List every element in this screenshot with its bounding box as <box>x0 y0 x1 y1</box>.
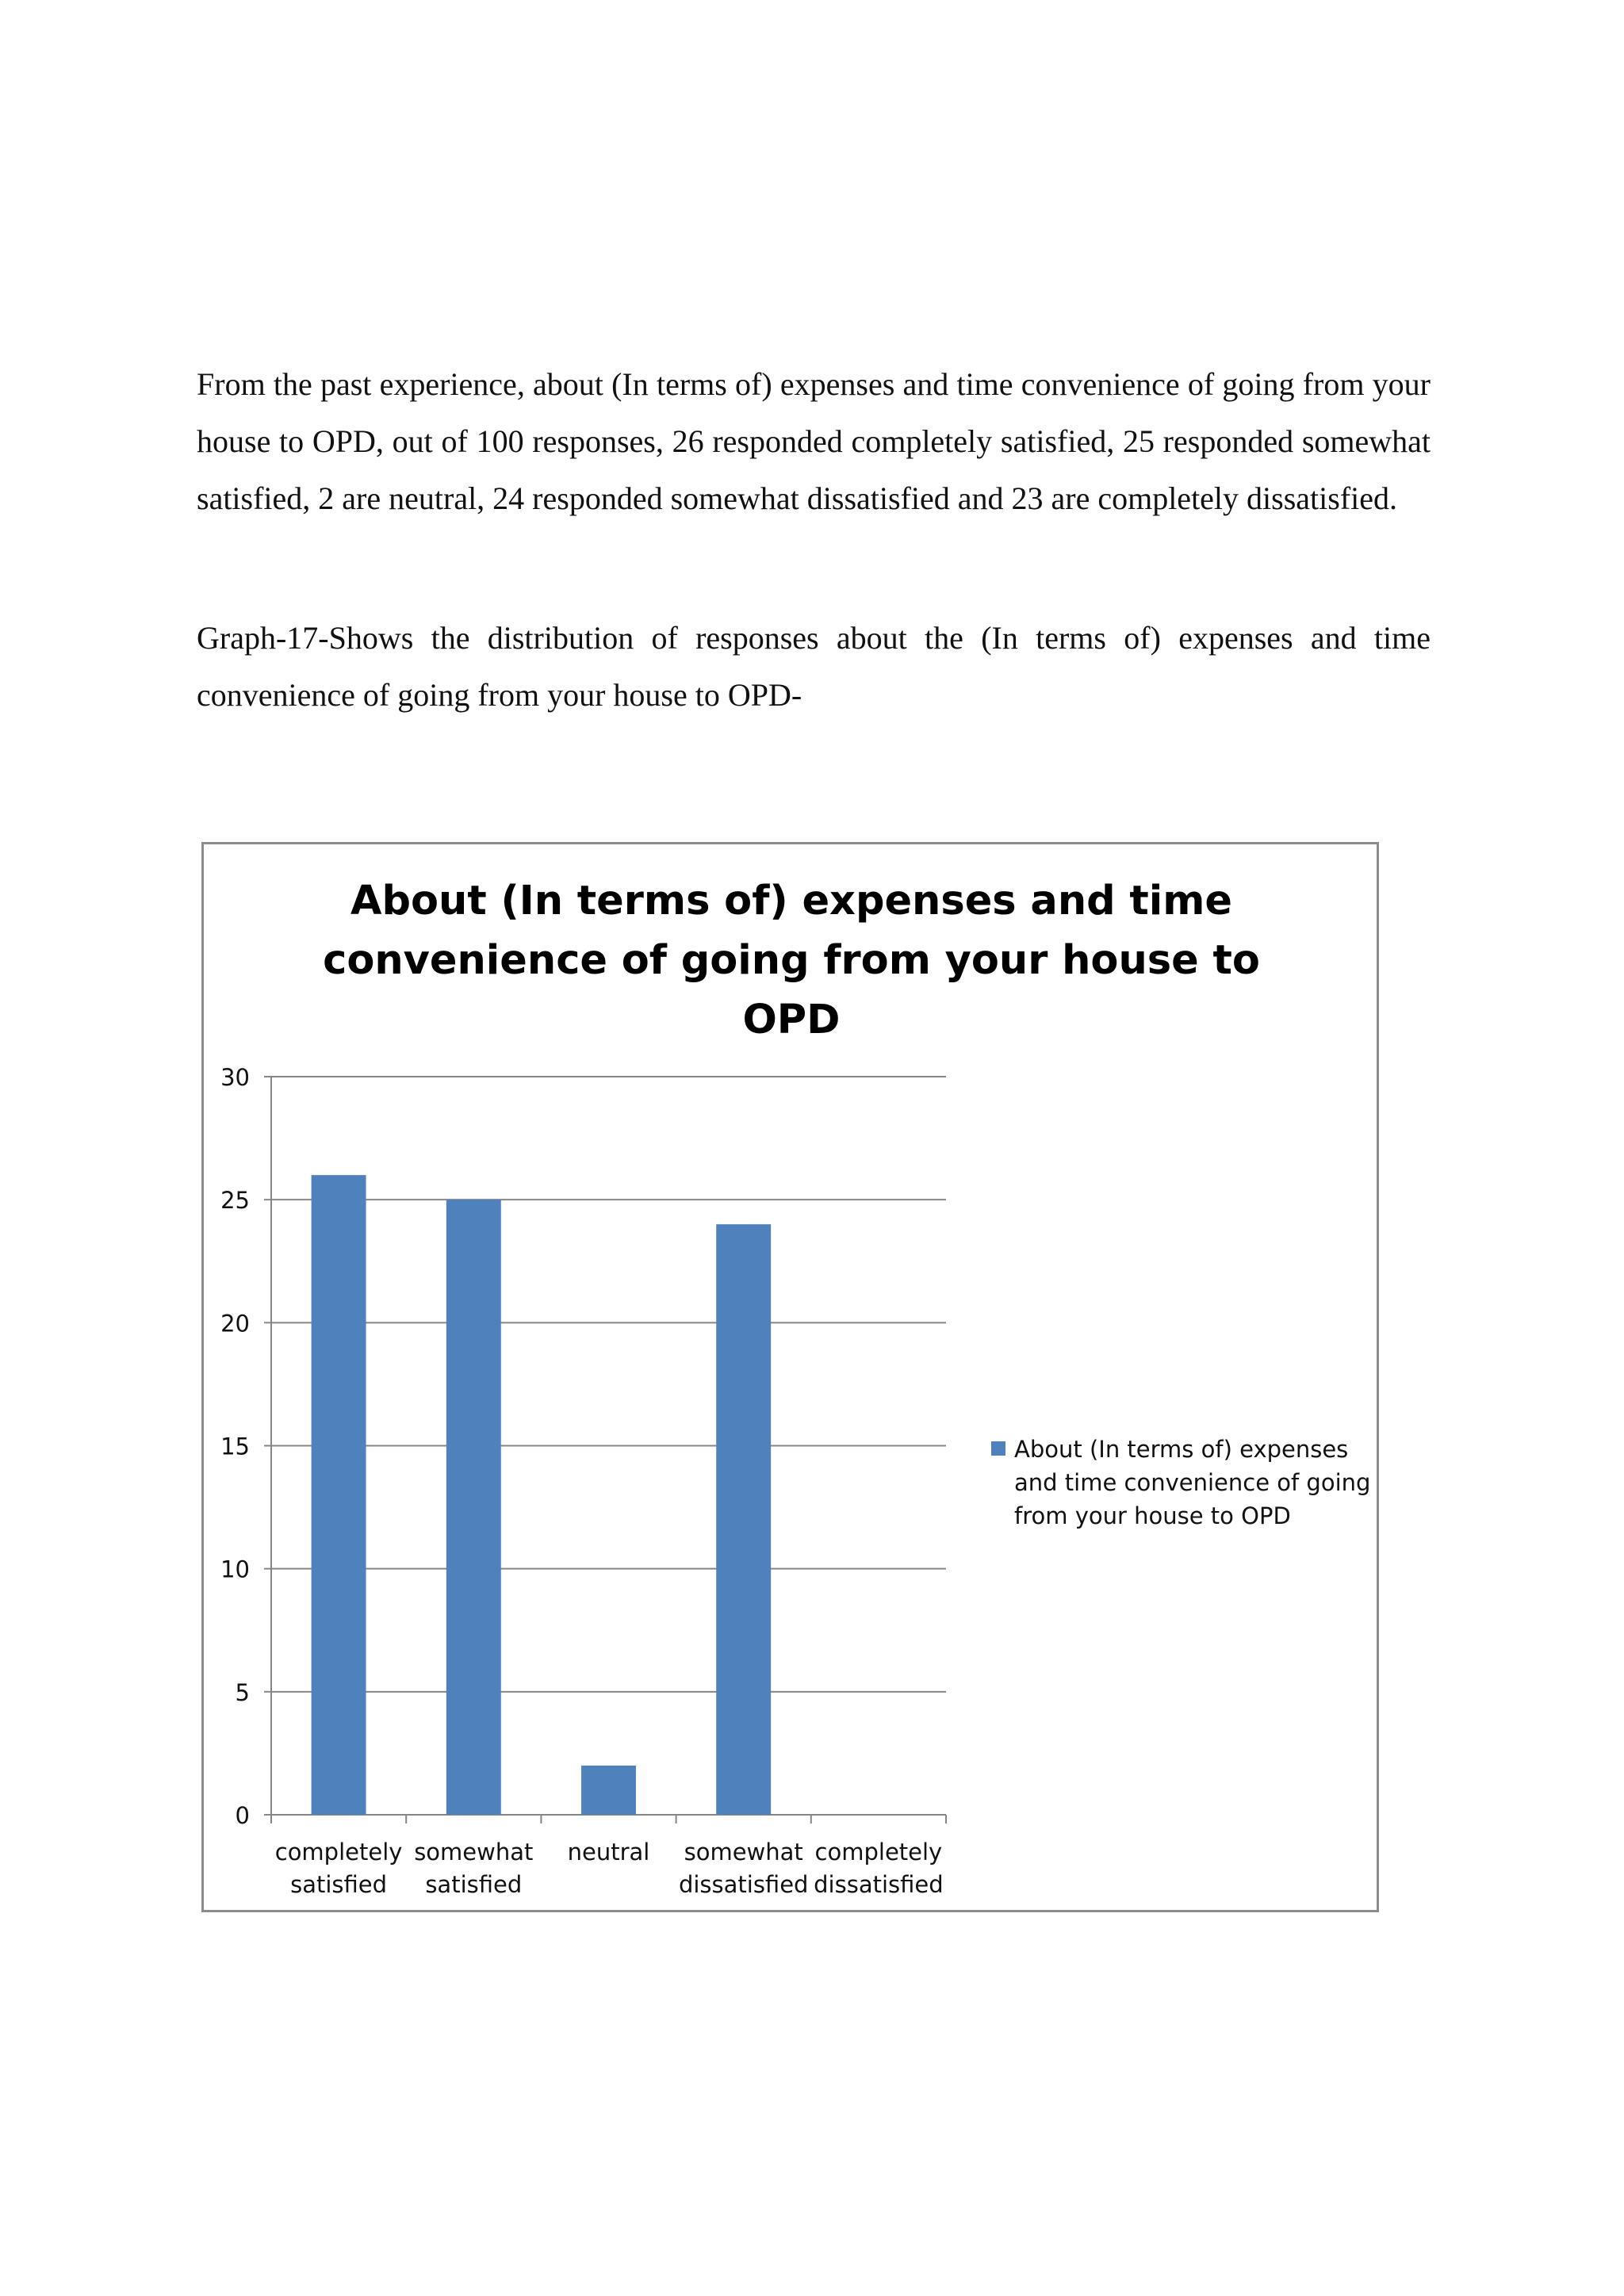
y-tick-label: 25 <box>220 1187 250 1215</box>
x-category-label: completely <box>274 1839 403 1866</box>
legend-label: from your house to OPD <box>1014 1502 1291 1529</box>
y-tick-label: 10 <box>220 1556 250 1583</box>
chart-title-line: About (In terms of) expenses and time <box>350 878 1232 924</box>
x-category-label: dissatisfied <box>814 1871 944 1898</box>
x-category-label: somewhat <box>684 1839 803 1866</box>
y-tick-label: 5 <box>235 1678 250 1706</box>
y-tick-label: 20 <box>220 1310 250 1337</box>
x-category-label: neutral <box>567 1839 650 1866</box>
legend-swatch <box>991 1441 1005 1456</box>
legend-label: About (In terms of) expenses <box>1014 1436 1349 1463</box>
bar-completely-satisfied <box>312 1175 366 1815</box>
chart-title-line: OPD <box>742 997 841 1043</box>
paragraph-responses-summary: From the past experience, about (In terms of) expenses and time convenience of going from your house to OPD, out of 100 responses, 26 responded completely satisfied, 25 responded somewhat satisfied, 2 are neutral, 24 responded somewhat dissatisfied and 23 are completely dissatisfied. <box>197 366 1431 516</box>
legend-label: and time convenience of going <box>1014 1469 1371 1496</box>
bar-somewhat-satisfied <box>446 1200 501 1815</box>
bar-neutral <box>581 1766 636 1815</box>
y-tick-label: 30 <box>220 1064 250 1091</box>
paragraph-graph-caption: Graph-17-Shows the distribution of responses about the (In terms of) expenses and time convenience of going from your house to OPD- <box>197 620 1431 713</box>
chart-frame <box>201 842 1379 1912</box>
x-category-label: somewhat <box>414 1839 534 1866</box>
x-category-label: satisfied <box>425 1871 523 1898</box>
y-tick-label: 15 <box>220 1433 250 1460</box>
x-category-label: completely <box>814 1839 943 1866</box>
x-category-label: satisfied <box>290 1871 388 1898</box>
chart-title-line: convenience of going from your house to <box>323 937 1260 984</box>
y-tick-label: 0 <box>235 1802 250 1829</box>
bar-somewhat-dissatisfied <box>716 1224 771 1815</box>
x-category-label: dissatisfied <box>678 1871 809 1898</box>
bar-chart <box>204 844 1377 1910</box>
